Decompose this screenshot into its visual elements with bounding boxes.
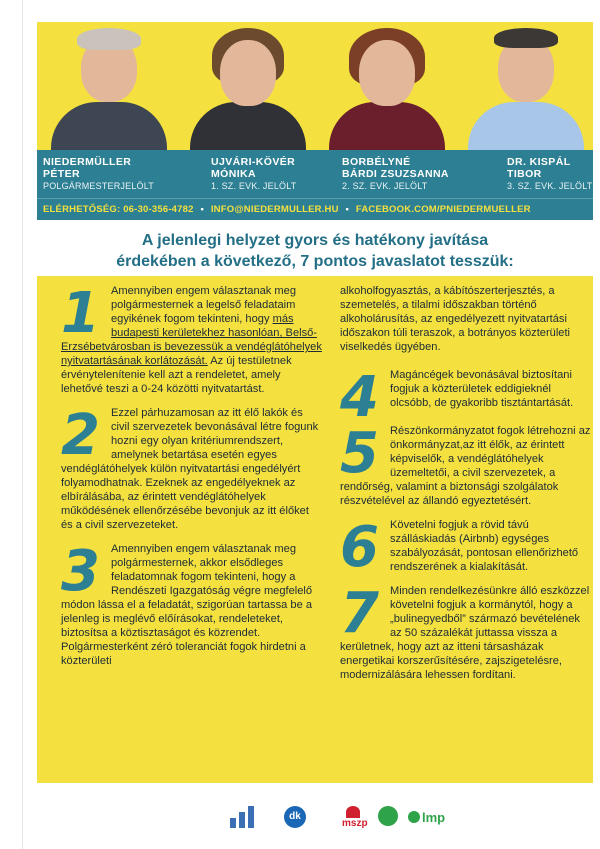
point-text: Amennyiben engem választanak meg polgármesternek, akkor elsődleges feladatomnak fogom tekinteni, hogy a Rendészeti Igazgatóság végre megfelelő módon lássa el a feladatát, szigorúan tartassa be a jelenleg is meglévő előírásokat, rendeleteket, biztosítsa a köztisztaságot és közrendet. Polgármesterként zéró toleranciát fogok hirdetni a közterületi: [61, 543, 313, 667]
program-point-1: [61, 281, 323, 396]
program-point-5: [340, 421, 591, 508]
point-number: 6: [340, 515, 379, 580]
candidate-name-line2: PÉTER: [43, 168, 81, 180]
candidate-photo-band: [37, 22, 593, 150]
candidate-name: [342, 156, 449, 192]
mszp-logo-icon: mszp: [342, 818, 368, 829]
program-point-4: [340, 365, 591, 430]
point-text: Ezzel párhuzamosan az itt élő lakók és civil szervezetek bevonásával létre fogunk hozni egy olyan kritériumrendszert, amelynek betartása esetén egyes vendéglátóhelyek külön nyitvatartási engedélyért folyamodhatnak. Ezeknek az engedélyeknek az elbírálásába, az érintett vendéglátóhelyek működésének ellenőrzésébe bevonjuk az itt élőket és a civil szervezeteket.: [61, 407, 319, 531]
point-3-continued-text: alkoholfogyasztás, a kábítószerterjesztés, a szemetelés, a tilalmi időszakban történő alkoholárusítás, az engedélyezett nyitvatartási időszakon túli teraszok, a botrányos közterületi viselkedés ügyében.: [340, 285, 571, 353]
party-logos: [230, 806, 470, 834]
headline-line2: érdekében a következő, 7 pontos javaslatot tesszük:: [116, 253, 514, 270]
underlined-text: más budapesti kerületekhez hasonlóan, Belső-Erzsébetvárosban is bevezessük a vendéglátóhelyek nyitvatartásának korlátozását.: [61, 313, 322, 367]
contact-email: INFO@NIEDERMULLER.HU: [210, 204, 339, 215]
candidate-name-line2: TIBOR: [507, 168, 542, 180]
program-point-6: [340, 515, 591, 580]
candidate-name: [211, 156, 296, 192]
point-number: 7: [340, 581, 379, 646]
program-point-3: [61, 539, 323, 668]
point-text: Részönkormányzatot fogok létrehozni az önkormányzat,az itt élők, az érintett képviselők, a vendéglátóhelyek üzemeltetői, a civil szervezetek, a rendőrség, valamint a biztonsági szolgálatok részvételével az állandó egyeztetésért.: [340, 425, 591, 507]
point-number: 3: [61, 539, 100, 604]
contact-bar: [37, 198, 593, 220]
contact-facebook: FACEBOOK.COM/PNIEDERMUELLER: [355, 204, 531, 215]
separator: •: [200, 204, 204, 215]
green-party-logo-icon: [378, 806, 398, 826]
candidate-name-line1: NIEDERMÜLLER: [43, 156, 132, 168]
candidate-role: 2. SZ. EVK. JELÖLT: [342, 181, 428, 191]
program-point-2: [61, 403, 323, 532]
candidate-photo: [37, 22, 176, 150]
point-number: 5: [340, 421, 379, 486]
candidate-photo: [454, 22, 593, 150]
candidate-name-line2: MÓNIKA: [211, 168, 256, 180]
headline: [37, 230, 593, 272]
candidate-names-band: [37, 150, 593, 198]
candidate-name-line1: BORBÉLYNÉ: [342, 156, 411, 168]
candidate-photo: [315, 22, 454, 150]
candidate-role: 1. SZ. EVK. JELÖLT: [211, 181, 297, 191]
contact-label: ELÉRHETŐSÉG:: [43, 204, 121, 215]
point-text: Követelni fogjuk a rövid távú szálláskiadás (Airbnb) egységes szabályozását, pontosan ellenőrizhető rendszerének a kialakítását.: [390, 519, 579, 573]
program-point-7: [340, 581, 591, 682]
candidate-name-line1: UJVÁRI-KÖVÉR: [211, 156, 296, 168]
program-panel: [37, 276, 593, 783]
program-column-left: [61, 281, 323, 668]
separator: •: [345, 204, 350, 215]
candidate-name-line2: BÁRDI ZSUZSANNA: [342, 168, 449, 180]
candidate-photo: [176, 22, 315, 150]
candidate-name-line1: DR. KISPÁL: [507, 156, 571, 168]
lmp-logo-icon: lmp: [408, 810, 445, 825]
dk-logo-icon: dk: [284, 806, 306, 828]
candidate-name: [43, 156, 154, 192]
candidate-role: POLGÁRMESTERJELÖLT: [43, 181, 154, 191]
program-column-right: [340, 284, 591, 682]
point-text: Magáncégek bevonásával biztosítani fogjuk a közterületek eddigieknél olcsóbb, de gyakoribb tisztántartását.: [390, 369, 574, 409]
candidate-name: [507, 156, 592, 192]
party-logo-bars-icon: [230, 806, 256, 828]
candidate-role: 3. SZ. EVK. JELÖLT: [507, 181, 593, 191]
headline-line1: A jelenlegi helyzet gyors és hatékony javítása: [141, 232, 489, 249]
point-number: 4: [340, 365, 379, 430]
point-text: Amennyiben engem választanak meg polgármesternek a legelső feladataim egyikének fogom tekinteni, hogy más budapesti kerületekhez hasonlóan, Belső-Erzsébetvárosban is bevezessük a vendéglátóhelyek nyitvatartásának korlátozását. Az új testületnek érvénytelenítenie kell azt a rendeletet, amely lehetővé teszi a 0-24 közötti nyitvatartást.: [61, 285, 322, 395]
point-number: 2: [61, 403, 100, 468]
point-text: Minden rendelkezésünkre álló eszközzel követelni fogjuk a kormánytól, hogy a „bulinegyedből” származó bevételének az 50 százalékát juttassa vissza a kerületnek, hogy azt az itteni társasházak energetikai korszerűsítésére, zajszigetelésre, modernizálására lehessen fordítani.: [340, 585, 590, 681]
contact-phone: 06-30-356-4782: [123, 204, 194, 215]
point-number: 1: [61, 281, 100, 346]
page-edge-line: [22, 0, 23, 849]
